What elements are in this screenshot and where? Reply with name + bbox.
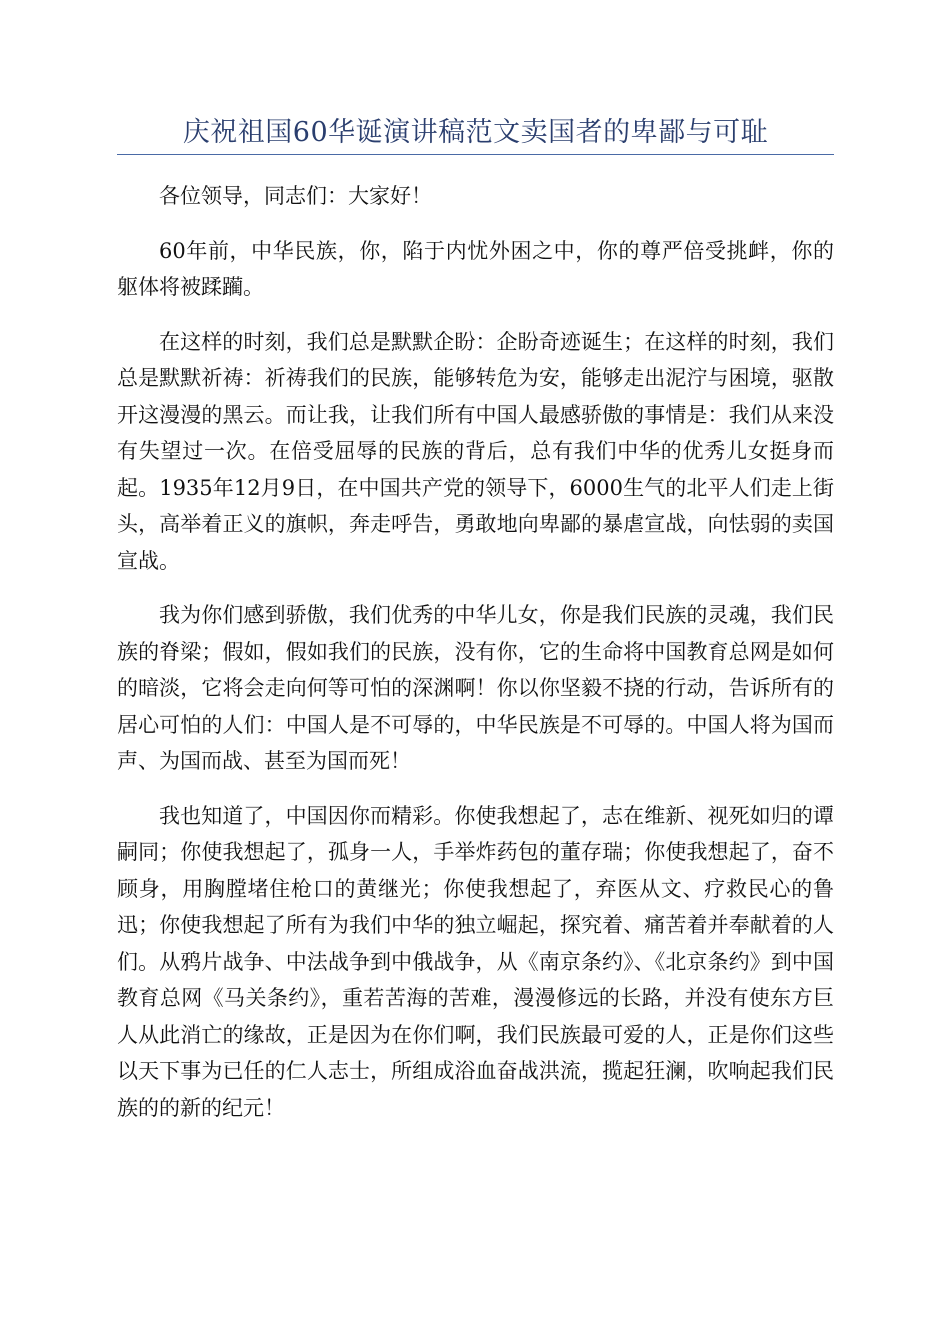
- paragraph: 在这样的时刻，我们总是默默企盼：企盼奇迹诞生；在这样的时刻，我们总是默默祈祷：祈祷我们的民族，能够转危为安，能够走出泥泞与困境，驱散开这漫漫的黑云。而让我，让我们所有中国人最感骄傲的事情是：我们从来没有失望过一次。在倍受屈辱的民族的背后，总有我们中华的优秀儿女挺身而起。1935年12月9日，在中国共产党的领导下，6000生气的北平人们走上街头，高举着正义的旗帜，奔走呼告，勇敢地向卑鄙的暴虐宣战，向怯弱的卖国宣战。: [117, 329, 834, 573]
- paragraph: 60年前，中华民族，你，陷于内忧外困之中，你的尊严倍受挑衅，你的躯体将被蹂躏。: [117, 238, 834, 299]
- paragraph-greeting: 各位领导，同志们：大家好！: [159, 184, 432, 208]
- page-title: 庆祝祖国60华诞演讲稿范文卖国者的卑鄙与可耻: [182, 117, 769, 148]
- paragraph: 我也知道了，中国因你而精彩。你使我想起了，志在维新、视死如归的谭嗣同；你使我想起了，孤身一人，手举炸药包的董存瑞；你使我想起了，奋不顾身，用胸膛堵住枪口的黄继光；你使我想起了，弃医从文、疗救民心的鲁迅；你使我想起了所有为我们中华的独立崛起，探究着、痛苦着并奉献着的人们。从鸦片战争、中法战争到中俄战争，从《南京条约》、《北京条约》到中国教育总网《马关条约》，重若苦海的苦难，漫漫修远的长路，并没有使东方巨人从此消亡的缘故，正是因为在你们啊，我们民族最可爱的人，正是你们这些以天下事为已任的仁人志士，所组成浴血奋战洪流，揽起狂澜，吹响起我们民族的的新的纪元！: [117, 803, 834, 1120]
- paragraph: 我为你们感到骄傲，我们优秀的中华儿女，你是我们民族的灵魂，我们民族的脊梁；假如，假如我们的民族，没有你，它的生命将中国教育总网是如何的暗淡，它将会走向何等可怕的深渊啊！你以你坚毅不挠的行动，告诉所有的居心可怕的人们：中国人是不可辱的，中华民族是不可辱的。中国人将为国而声、为国而战、甚至为国而死！: [117, 603, 834, 773]
- title-underline: [117, 154, 834, 155]
- document-body: [117, 178, 834, 1144]
